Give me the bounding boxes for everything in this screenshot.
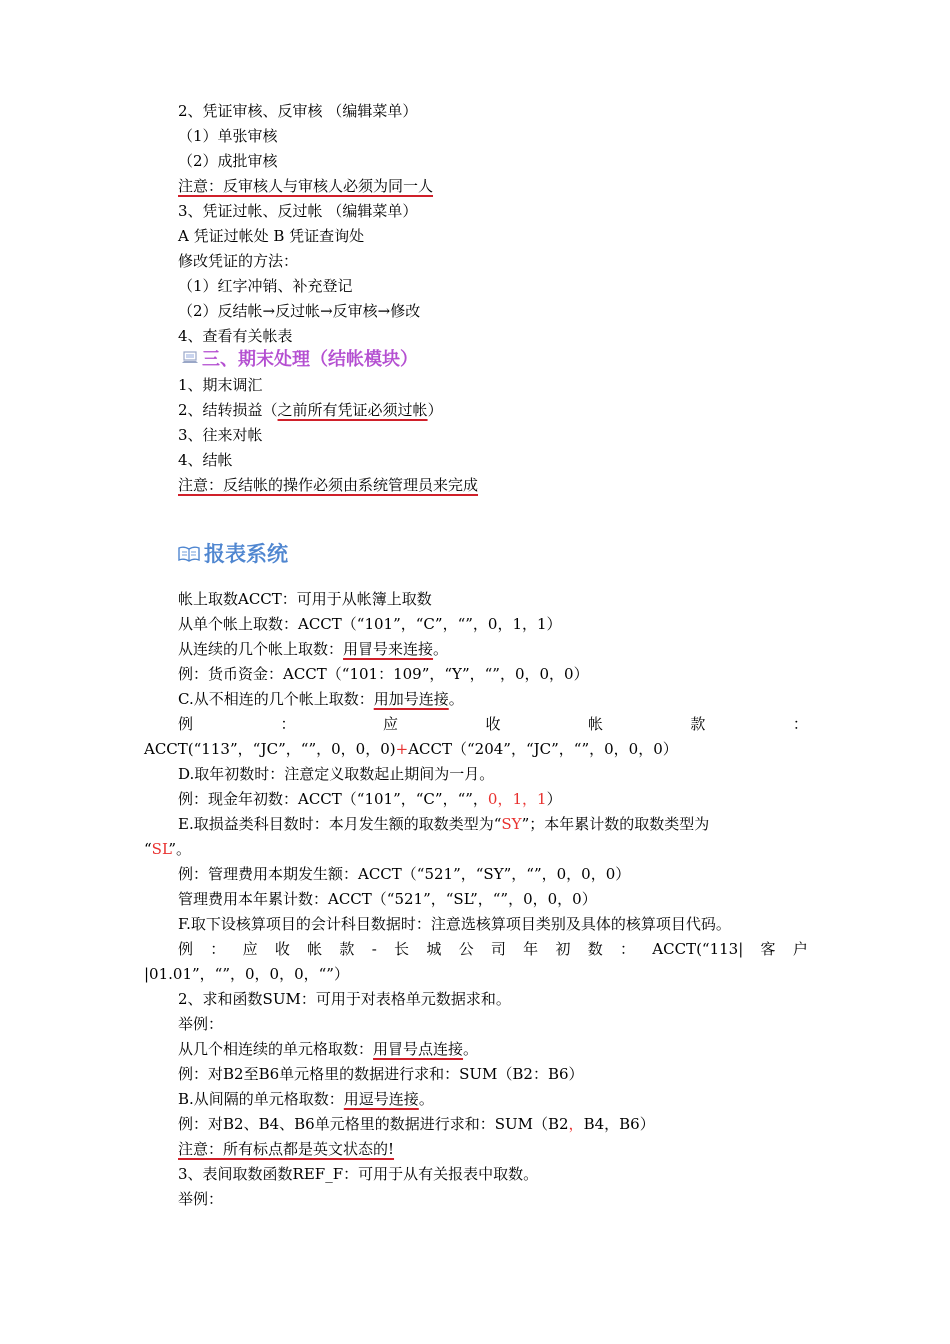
text-segment: ： [620, 940, 636, 958]
text-segment: 户 [792, 940, 808, 958]
text-line [178, 1039, 478, 1059]
heading-text: 三、期末处理（结帐模块） [202, 349, 418, 370]
text-segment: ”。 [168, 840, 191, 858]
text-line: 举例： [178, 1015, 224, 1033]
text-segment: 款 [339, 940, 355, 958]
text-line: 1、期末调汇 [178, 376, 263, 394]
text-segment: 长 [394, 940, 410, 958]
text-line: （1）单张审核 [178, 127, 278, 145]
highlight-segment: SL [151, 840, 169, 858]
highlight-segment: 0，1，1 [487, 790, 547, 808]
text-line: F.取下设核算项目的会计科目数据时：注意选核算项目类别及具体的核算项目代码。 [178, 915, 731, 933]
text-segment: B4，B6） [583, 1115, 655, 1133]
text-line [144, 739, 678, 759]
text-segment: 初 [555, 940, 571, 958]
text-segment: 收 [274, 940, 290, 958]
text-line: 3、凭证过帐、反过帐 （编辑菜单） [178, 202, 418, 220]
text-line [178, 639, 448, 659]
text-segment: 。 [463, 1040, 479, 1058]
emphasis-segment: 用逗号连接 [343, 1090, 419, 1108]
text-segment: ACCT（“204”，“JC”，“”，0，0，0） [408, 740, 678, 758]
text-line: （2）反结帐→反过帐→反审核→修改 [178, 302, 421, 320]
text-segment: 数 [587, 940, 603, 958]
text-segment: ） [546, 790, 562, 808]
text-segment: 帐 [307, 940, 323, 958]
text-line [178, 1114, 655, 1134]
text-line: 3、表间取数函数REF_F：可用于从有关报表中取数。 [178, 1165, 539, 1183]
text-segment: 帐 [587, 715, 603, 733]
text-segment: 应 [242, 940, 258, 958]
text-segment: 客 [760, 940, 776, 958]
text-line: |01.01”，“”，0，0，0，“”） [144, 965, 349, 983]
text-segment: 款 [690, 715, 706, 733]
text-segment: 年 [523, 940, 539, 958]
justified-line [178, 714, 808, 734]
text-segment: 例：现金年初数：ACCT（“101”，“C”，“”， [178, 790, 488, 808]
text-segment: 公 [458, 940, 474, 958]
text-line [178, 689, 464, 709]
text-segment: 司 [490, 940, 506, 958]
text-segment: 2、结转损益（ [178, 401, 278, 419]
text-line: 帐上取数ACCT：可用于从帐簿上取数 [178, 590, 432, 608]
section-heading-report-system [178, 541, 288, 568]
emphasis-segment: 用加号连接 [373, 690, 449, 708]
text-segment: 应 [382, 715, 398, 733]
justified-line [178, 939, 808, 959]
text-segment: “ [144, 840, 152, 858]
text-line [178, 814, 709, 834]
text-segment: - [371, 940, 377, 958]
book-icon [178, 542, 200, 568]
text-segment: ） [427, 401, 443, 419]
text-segment: ”；本年累计数的取数类型为 [521, 815, 710, 833]
text-line [178, 1089, 434, 1109]
text-line: 从单个帐上取数：ACCT（“101”，“C”，“”，0，1，1） [178, 615, 562, 633]
text-line: 例：对B2至B6单元格里的数据进行求和：SUM（B2：B6） [178, 1065, 584, 1083]
text-segment: ： [280, 715, 296, 733]
text-line: 4、结帐 [178, 451, 233, 469]
text-segment: 从连续的几个帐上取数： [178, 640, 344, 658]
text-segment: E.取损益类科目数时：本月发生额的取数类型为“ [178, 815, 502, 833]
emphasis-segment: 用冒号点连接 [373, 1040, 464, 1058]
text-line: D.取年初数时：注意定义取数起止期间为一月。 [178, 765, 495, 783]
text-segment: C.从不相连的几个帐上取数： [178, 690, 374, 708]
text-segment: ACCT(“113| [652, 940, 744, 958]
emphasis-segment: 之前所有凭证必须过帐 [277, 401, 428, 419]
highlight-segment: + [395, 740, 409, 758]
text-segment: 从几个相连续的单元格取数： [178, 1040, 374, 1058]
text-line: 修改凭证的方法： [178, 252, 299, 270]
text-segment: 城 [426, 940, 442, 958]
text-line: （2）成批审核 [178, 152, 278, 170]
highlight-segment: SY [501, 815, 522, 833]
text-line [144, 839, 191, 859]
text-line: 例：货币资金：ACCT（“101：109”，“Y”，“”，0，0，0） [178, 665, 589, 683]
text-segment: B.从间隔的单元格取数： [178, 1090, 344, 1108]
laptop-icon [182, 349, 198, 371]
text-line: 管理费用本年累计数：ACCT（“521”，“SL”，“”，0，0，0） [178, 890, 597, 908]
note-line: 注意：反审核人与审核人必须为同一人 [178, 177, 434, 195]
text-segment: 例 [178, 715, 194, 733]
text-segment: 。 [418, 1090, 434, 1108]
text-line: A 凭证过帐处 B 凭证查询处 [178, 227, 365, 245]
text-line: 2、求和函数SUM：可用于对表格单元数据求和。 [178, 990, 511, 1008]
text-line: 4、查看有关帐表 [178, 327, 293, 345]
text-line [178, 400, 443, 420]
text-line: 2、凭证审核、反审核 （编辑菜单） [178, 102, 418, 120]
text-segment: ACCT(“113”，“JC”，“”，0，0，0) [144, 740, 396, 758]
text-segment: 例：对B2、B4、B6单元格里的数据进行求和：SUM（B2 [178, 1115, 569, 1133]
text-segment: 。 [448, 690, 464, 708]
heading-text: 报表系统 [204, 542, 288, 566]
section-heading-period-end [182, 349, 418, 371]
text-segment: ： [792, 715, 808, 733]
text-line: 3、往来对帐 [178, 426, 263, 444]
note-line: 注意：所有标点都是英文状态的! [178, 1140, 395, 1158]
emphasis-segment: 用冒号来连接 [343, 640, 434, 658]
text-line [178, 789, 562, 809]
text-line: 例：管理费用本期发生额：ACCT（“521”，“SY”，“”，0，0，0） [178, 865, 631, 883]
highlight-segment: ， [568, 1115, 584, 1133]
text-segment: 收 [485, 715, 501, 733]
text-segment: 例 [178, 940, 194, 958]
text-segment: ： [210, 940, 226, 958]
text-line: （1）红字冲销、补充登记 [178, 277, 353, 295]
note-line: 注意：反结帐的操作必须由系统管理员来完成 [178, 476, 479, 494]
text-segment: 。 [433, 640, 449, 658]
text-line: 举例： [178, 1190, 224, 1208]
